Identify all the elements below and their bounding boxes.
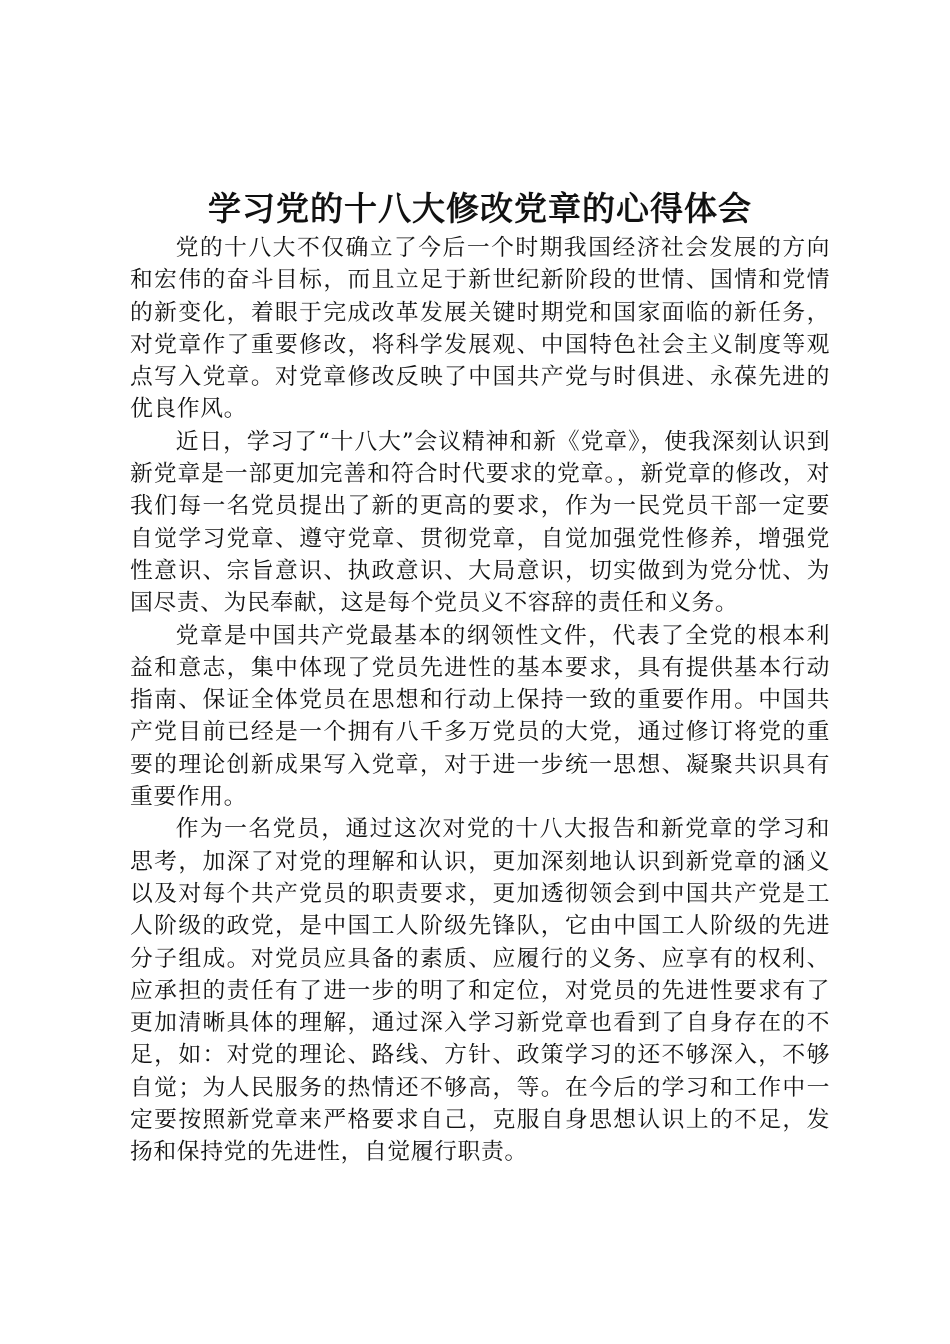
document-title: 学习党的十八大修改党章的心得体会 [208, 189, 752, 228]
paragraph-3: 党章是中国共产党最基本的纲领性文件，代表了全党的根本利益和意志，集中体现了党员先进性的基本要求，具有提供基本行动指南、保证全体党员在思想和行动上保持一致的重要作用。中国共产党目前已经是一个拥有八千多万党员的大党，通过修订将党的重要的理论创新成果写入党章，对于进一步统一思想、凝聚共识具有重要作用。 [130, 622, 830, 811]
paragraph-2: 近日，学习了“十八大”会议精神和新《党章》，使我深刻认识到新党章是一部更加完善和符合时代要求的党章。，新党章的修改，对我们每一名党员提出了新的更高的要求，作为一民党员干部一定要自觉学习党章、遵守党章、贯彻党章，自觉加强党性修养，增强党性意识、宗旨意识、执政意识、大局意识，切实做到为党分忧、为国尽责、为民奉献，这是每个党员义不容辞的责任和义务。 [130, 428, 830, 617]
document-page [130, 186, 830, 1169]
paragraph-4: 作为一名党员，通过这次对党的十八大报告和新党章的学习和思考，加深了对党的理解和认识，更加深刻地认识到新党章的涵义以及对每个共产党员的职责要求，更加透彻领会到中国共产党是工人阶级的政党，是中国工人阶级先锋队，它由中国工人阶级的先进分子组成。对党员应具备的素质、应履行的义务、应享有的权利、应承担的责任有了进一步的明了和定位，对党员的先进性要求有了更加清晰具体的理解，通过深入学习新党章也看到了自身存在的不足，如：对党的理论、路线、方针、政策学习的还不够深入，不够自觉；为人民服务的热情还不够高，等。在今后的学习和工作中一定要按照新党章来严格要求自己，克服自身思想认识上的不足，发扬和保持党的先进性，自觉履行职责。 [130, 816, 830, 1166]
paragraph-1: 党的十八大不仅确立了今后一个时期我国经济社会发展的方向和宏伟的奋斗目标，而且立足于新世纪新阶段的世情、国情和党情的新变化，着眼于完成改革发展关键时期党和国家面临的新任务，对党章作了重要修改，将科学发展观、中国特色社会主义制度等观点写入党章。对党章修改反映了中国共产党与时俱进、永葆先进的优良作风。 [130, 235, 830, 423]
